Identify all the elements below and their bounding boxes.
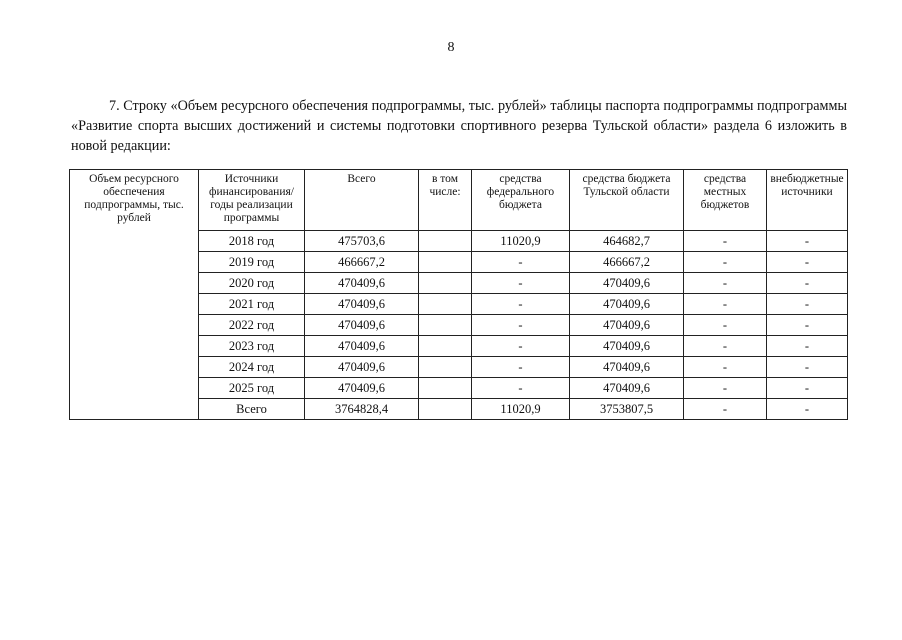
regional-cell: 470409,6 xyxy=(570,294,684,315)
paragraph-body: Строку «Объем ресурсного обеспечения подпрограммы, тыс. рублей» таблицы паспорта подпрограммы подпрограммы «Развитие спорта высших достижений и системы подготовки спортивного резерва Тульской области» раздела 6 изложить в новой редакции: xyxy=(71,98,848,154)
regional-cell: 470409,6 xyxy=(570,315,684,336)
header-cell: средства бюджета Тульской области xyxy=(570,170,684,231)
local-cell: - xyxy=(684,336,767,357)
regional-cell: 470409,6 xyxy=(570,357,684,378)
header-cell: Источники финансирования/ годы реализации программы xyxy=(199,170,305,231)
including-cell xyxy=(419,336,472,357)
header-cell: средства местных бюджетов xyxy=(684,170,767,231)
including-cell xyxy=(419,357,472,378)
extrabudgetary-cell: - xyxy=(767,294,848,315)
total-cell: 470409,6 xyxy=(305,378,419,399)
total-cell: 470409,6 xyxy=(305,294,419,315)
total-cell: 3764828,4 xyxy=(305,399,419,420)
regional-cell: 3753807,5 xyxy=(570,399,684,420)
total-cell: 470409,6 xyxy=(305,273,419,294)
resource-label-cell: Объем ресурсного обеспечения подпрограммы, тыс. рублей xyxy=(70,170,199,420)
including-cell xyxy=(419,273,472,294)
local-cell: - xyxy=(684,294,767,315)
year-cell: 2022 год xyxy=(199,315,305,336)
header-cell: средства федерального бюджета xyxy=(472,170,570,231)
total-label-cell: Всего xyxy=(199,399,305,420)
local-cell: - xyxy=(684,273,767,294)
federal-cell: - xyxy=(472,336,570,357)
federal-cell: 11020,9 xyxy=(472,231,570,252)
total-cell: 475703,6 xyxy=(305,231,419,252)
paragraph-number: 7. xyxy=(109,98,120,114)
year-cell: 2019 год xyxy=(199,252,305,273)
extrabudgetary-cell: - xyxy=(767,252,848,273)
table-header-row xyxy=(70,170,848,231)
including-cell xyxy=(419,231,472,252)
federal-cell: - xyxy=(472,315,570,336)
regional-cell: 470409,6 xyxy=(570,378,684,399)
year-cell: 2018 год xyxy=(199,231,305,252)
year-cell: 2021 год xyxy=(199,294,305,315)
extrabudgetary-cell: - xyxy=(767,315,848,336)
year-cell: 2024 год xyxy=(199,357,305,378)
extrabudgetary-cell: - xyxy=(767,399,848,420)
extrabudgetary-cell: - xyxy=(767,336,848,357)
total-cell: 470409,6 xyxy=(305,357,419,378)
federal-cell: - xyxy=(472,357,570,378)
extrabudgetary-cell: - xyxy=(767,357,848,378)
federal-cell: - xyxy=(472,294,570,315)
year-cell: 2023 год xyxy=(199,336,305,357)
header-cell: в том числе: xyxy=(419,170,472,231)
year-cell: 2025 год xyxy=(199,378,305,399)
federal-cell: - xyxy=(472,378,570,399)
extrabudgetary-cell: - xyxy=(767,231,848,252)
local-cell: - xyxy=(684,231,767,252)
local-cell: - xyxy=(684,378,767,399)
extrabudgetary-cell: - xyxy=(767,273,848,294)
total-cell: 470409,6 xyxy=(305,315,419,336)
paragraph-text xyxy=(71,96,847,156)
local-cell: - xyxy=(684,315,767,336)
local-cell: - xyxy=(684,399,767,420)
regional-cell: 470409,6 xyxy=(570,273,684,294)
federal-cell: - xyxy=(472,273,570,294)
page-number: 8 xyxy=(447,40,455,55)
header-cell: Всего xyxy=(305,170,419,231)
including-cell xyxy=(419,315,472,336)
local-cell: - xyxy=(684,357,767,378)
including-cell xyxy=(419,294,472,315)
federal-cell: 11020,9 xyxy=(472,399,570,420)
local-cell: - xyxy=(684,252,767,273)
including-cell xyxy=(419,378,472,399)
regional-cell: 466667,2 xyxy=(570,252,684,273)
header-cell: внебюджетные источники xyxy=(767,170,848,231)
year-cell: 2020 год xyxy=(199,273,305,294)
including-cell xyxy=(419,399,472,420)
total-cell: 470409,6 xyxy=(305,336,419,357)
budget-table xyxy=(69,169,848,420)
including-cell xyxy=(419,252,472,273)
federal-cell: - xyxy=(472,252,570,273)
extrabudgetary-cell: - xyxy=(767,378,848,399)
regional-cell: 470409,6 xyxy=(570,336,684,357)
total-cell: 466667,2 xyxy=(305,252,419,273)
regional-cell: 464682,7 xyxy=(570,231,684,252)
